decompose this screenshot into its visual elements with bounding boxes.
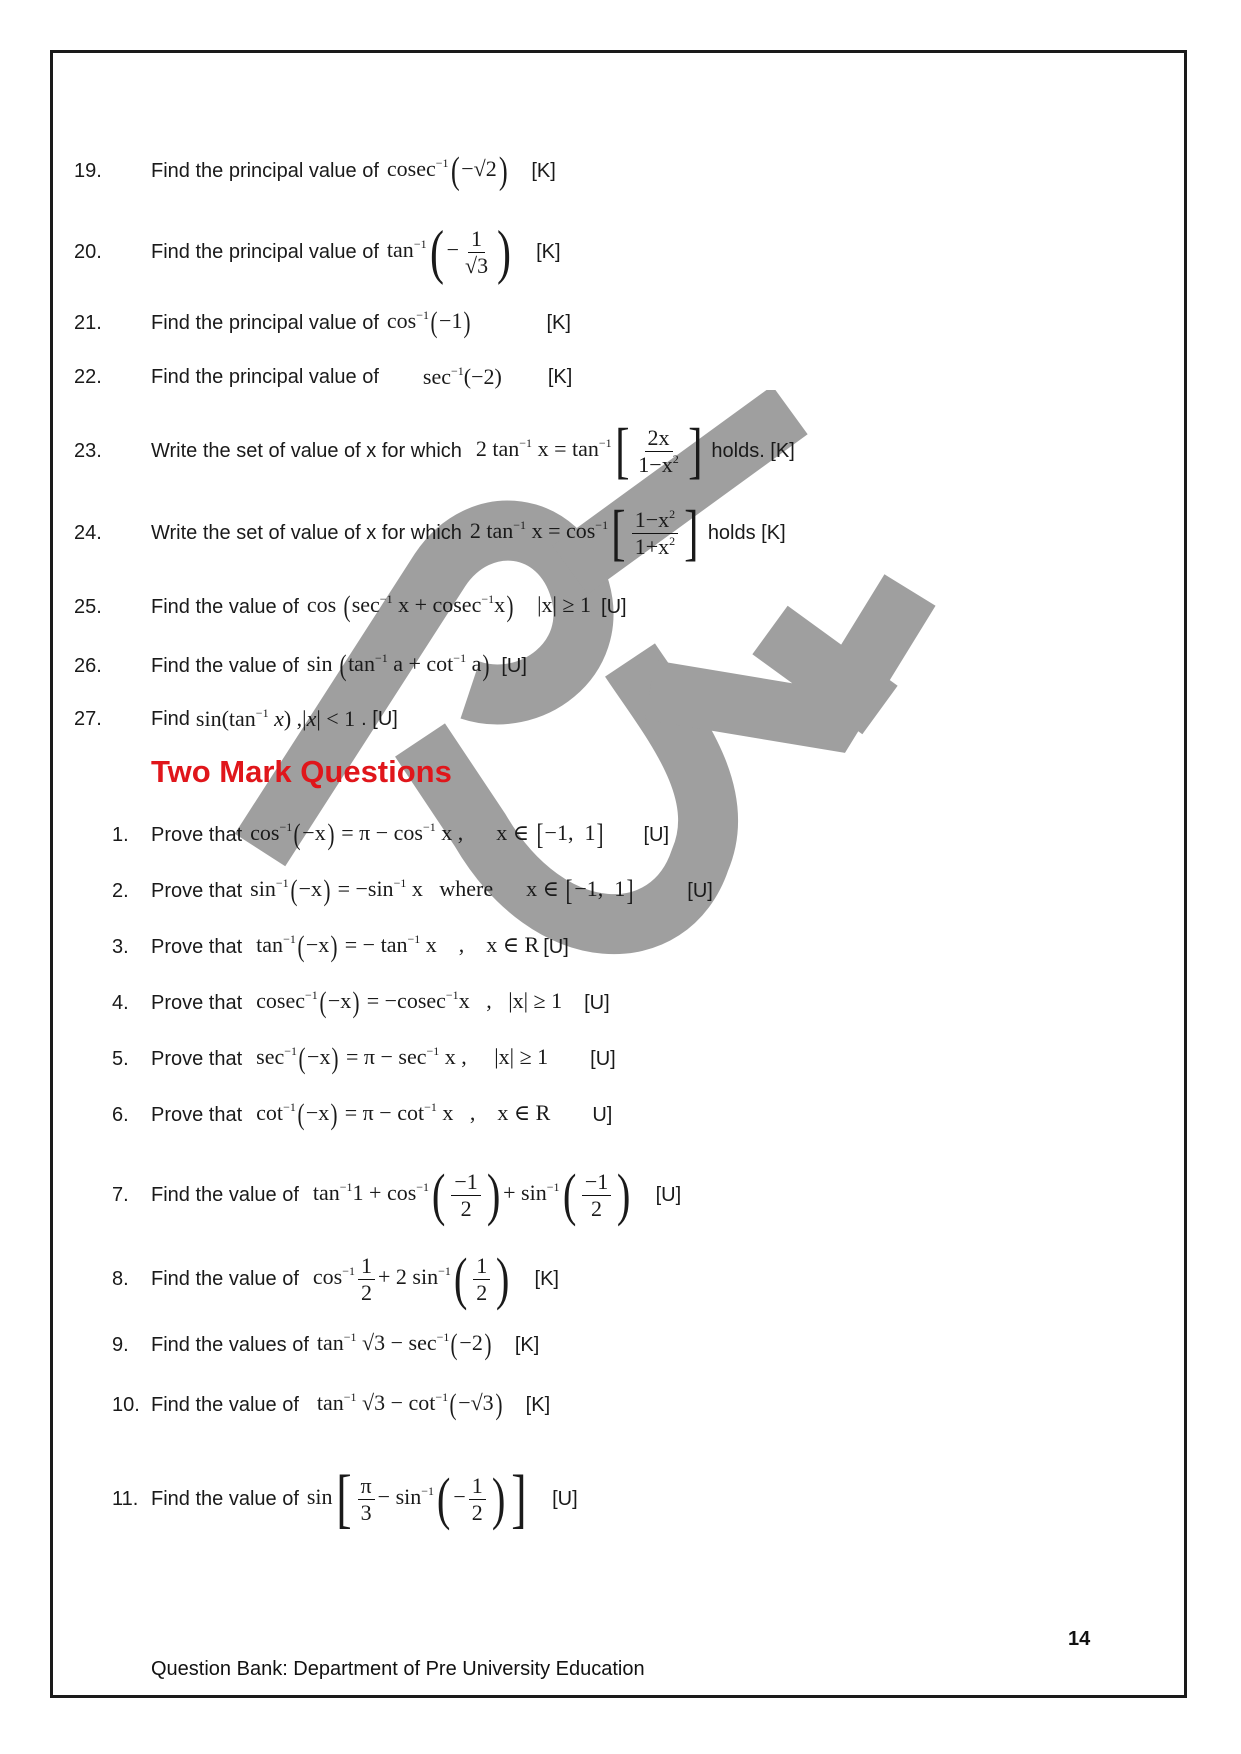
math-expression: $\cos^{-1}$ $\frac{1}{2}$ + 2 $\sin^{-1}$( $\frac{1}{2}$ ) [312, 1246, 510, 1311]
two-mark-question-1: 1. Prove that $\cos^{-1}(-x) = \pi - \cos^{-1} x$ , x ∈ [−1, 1] [U] [112, 818, 670, 851]
math-expression: sin[ $\frac{\pi}{3}$ − $\sin^{-1}$( − $\frac{1}{2}$ )] [306, 1462, 527, 1535]
math-expression: $\cot^{-1}(-x) = \pi - \cot^{-1} x$ , x ∈ R [256, 1098, 551, 1131]
question-27: 27. Find $\sin(\tan^{-1}$ x) ,|x| < 1 . [U] [74, 706, 398, 731]
math-expression: $\cos^{-1}(-1)$ [386, 306, 471, 339]
two-mark-question-7: 7. Find the value of $\tan^{-1}1 + \cos^{-1}$( $\frac{-1}{2}$ ) + $\sin^{-1}$( $\frac{-1}{2}$ ) [U] [112, 1162, 682, 1227]
two-mark-question-2: 2. Prove that $\sin^{-1}(-x) = -\sin^{-1}$ x where x ∈ [−1, 1] [U] [112, 874, 713, 907]
math-expression: $\cos^{-1}(-x) = \pi - \cos^{-1} x$ , x ∈ [−1, 1] [250, 818, 604, 851]
two-mark-question-6: 6. Prove that $\cot^{-1}(-x) = \pi - \cot^{-1} x$ , x ∈ R U] [112, 1098, 613, 1131]
math-expression: $\tan^{-1}(-x)$ = − $\tan^{-1} x$ , x ∈ R [256, 930, 540, 963]
two-mark-question-3: 3. Prove that $\tan^{-1}(-x)$ = − $\tan^{-1} x$ , x ∈ R [U] [112, 930, 569, 963]
question-20: 20. Find the principal value of $\tan^{-1}$( − $\frac{1}{√3}$ ) [K] [74, 219, 561, 285]
two-mark-question-4: 4. Prove that cosec$^{-1}$(−x) = −cosec$^{-1}$x , |x| ≥ 1 [U] [112, 986, 610, 1019]
math-expression: $\tan^{-1} √3 - \sec^{-1}(-2)$ [316, 1328, 492, 1361]
section-heading: Two Mark Questions [151, 754, 452, 789]
math-expression: 2 $\tan^{-1} x = \tan^{-1}$[ $\frac{2x}{1-x^2}$ ] [475, 417, 703, 485]
page-border [50, 50, 1187, 1698]
math-expression: $\cos (\sec^{-1}$ x + cosec$^{-1}$x) |x| ≥ 1 [306, 590, 592, 623]
question-23: 23. Write the set of value of x for which 2 $\tan^{-1} x = \tan^{-1}$[ $\frac{2x}{1-x^2}$ ] holds. [K] [74, 417, 795, 485]
page-number: 14 [1068, 1628, 1091, 1650]
math-expression: $\tan^{-1} √3 - \cot^{-1}(-√3)$ [316, 1388, 503, 1421]
math-expression: $\sec^{-1}(-2)$ [422, 364, 502, 389]
math-expression: $\sin^{-1}(-x) = -\sin^{-1}$ x where x ∈ [−1, 1] [250, 874, 634, 907]
math-expression: $\sec^{-1}(-x) = \pi - \sec^{-1} x$ , |x| ≥ 1 [256, 1042, 549, 1075]
question-25: 25. Find the value of $\cos (\sec^{-1}$ x + cosec$^{-1}$x) |x| ≥ 1 [U] [74, 590, 627, 623]
two-mark-question-9: 9. Find the values of $\tan^{-1} √3 - \sec^{-1}(-2)$ [K] [112, 1328, 540, 1361]
question-24: 24. Write the set of value of x for which 2 $\tan^{-1} x = \cos^{-1}$[ $\frac{1-x^2}{1+x^2}$ ] holds [K] [74, 499, 786, 567]
math-expression: cosec$^{-1}$(−√2) [386, 150, 508, 192]
two-mark-question-8: 8. Find the value of $\cos^{-1}$ $\frac{1}{2}$ + 2 $\sin^{-1}$( $\frac{1}{2}$ ) [K] [112, 1246, 559, 1311]
question-22: 22. Find the principal value of $\sec^{-1}(-2)$ [K] [74, 364, 573, 389]
math-expression: $\tan^{-1}1 + \cos^{-1}$( $\frac{-1}{2}$ ) + $\sin^{-1}$( $\frac{-1}{2}$ ) [312, 1162, 631, 1227]
math-expression: $\sin (\tan^{-1}$ $a + \cot^{-1} a$) [306, 649, 490, 682]
math-expression: 2 $\tan^{-1} x = \cos^{-1}$[ $\frac{1-x^2}{1+x^2}$ ] [469, 499, 699, 567]
math-expression: $\tan^{-1}$( − $\frac{1}{√3}$ ) [386, 219, 512, 285]
math-expression: $\sin(\tan^{-1}$ x) ,|x| < 1 [195, 706, 356, 731]
question-21: 21. Find the principal value of $\cos^{-1}(-1)$ [K] [74, 306, 571, 339]
two-mark-question-10: 10. Find the value of $\tan^{-1} √3 - \cot^{-1}(-√3)$ [K] [112, 1388, 551, 1421]
two-mark-question-11: 11. Find the value of sin[ $\frac{\pi}{3}$ − $\sin^{-1}$( − $\frac{1}{2}$ )] [U] [112, 1462, 578, 1535]
question-19: 19. Find the principal value of cosec$^{-1}$(−√2) [K] [74, 150, 556, 192]
question-26: 26. Find the value of $\sin (\tan^{-1}$ $a + \cot^{-1} a$) [U] [74, 649, 527, 682]
two-mark-question-5: 5. Prove that $\sec^{-1}(-x) = \pi - \sec^{-1} x$ , |x| ≥ 1 [U] [112, 1042, 616, 1075]
footer-text: Question Bank: Department of Pre University Education [151, 1658, 645, 1680]
math-expression: cosec$^{-1}$(−x) = −cosec$^{-1}$x , |x| ≥ 1 [256, 986, 563, 1019]
